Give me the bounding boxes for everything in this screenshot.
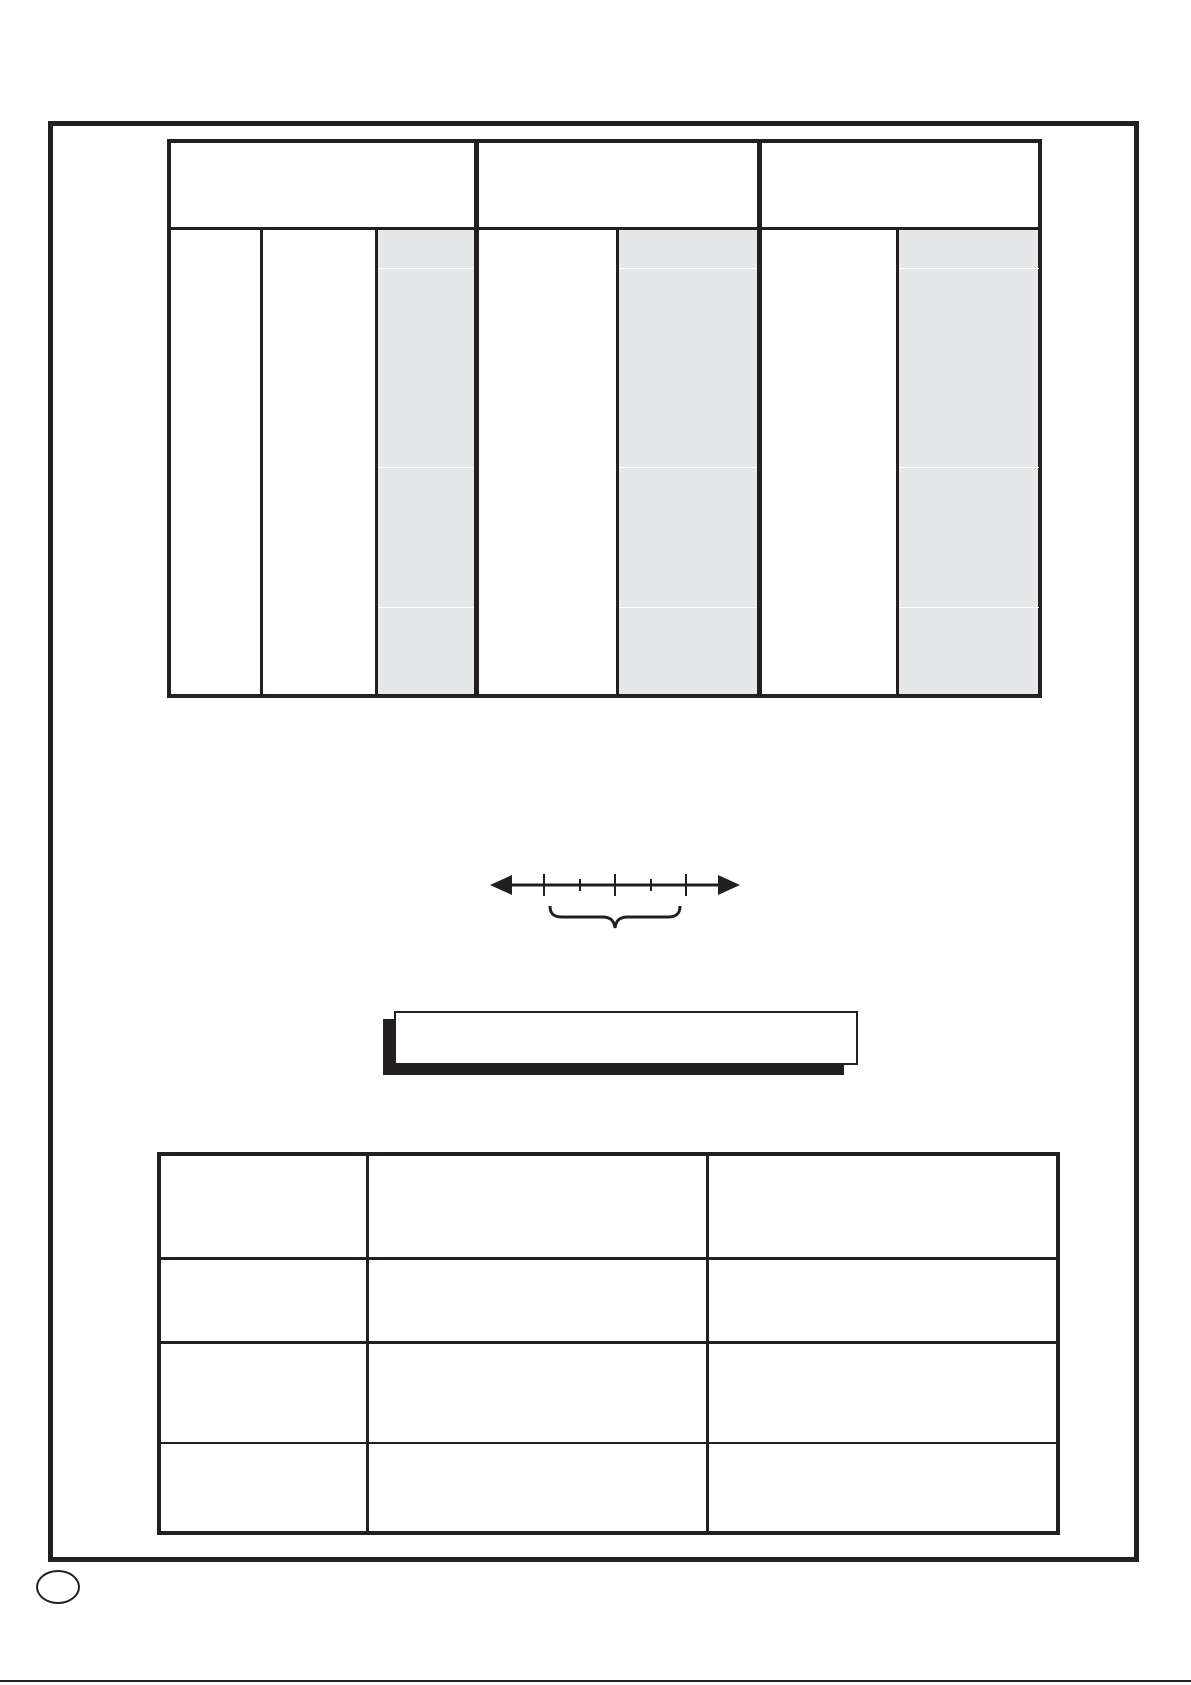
bottom-table-header-2 [369, 1156, 706, 1257]
top-table-col-divider-3 [616, 227, 619, 696]
bottom-table-header-3 [709, 1156, 1056, 1257]
table-cell [161, 1444, 366, 1531]
bottom-edge-rule [0, 1680, 1191, 1682]
shaded-column-3 [899, 229, 1039, 695]
shaded-column-2 [619, 229, 757, 695]
number-line [490, 868, 740, 938]
table-cell [709, 1444, 1056, 1531]
bottom-table-border-bottom [157, 1531, 1060, 1535]
number-line-left-arrow [490, 875, 512, 895]
shaded-row-line-2c [619, 607, 757, 608]
shaded-row-line-1a [378, 268, 474, 269]
top-table-header-divider [167, 227, 1042, 230]
number-line-right-arrow [718, 875, 740, 895]
shaded-row-line-1c [378, 607, 474, 608]
shaded-column-1 [378, 229, 474, 695]
table-cell [161, 1344, 366, 1442]
shaded-row-line-3a [899, 268, 1039, 269]
top-table-border-bottom [167, 694, 1042, 698]
top-table-group-header-3 [762, 143, 1038, 227]
shaded-row-line-2a [619, 268, 757, 269]
shaded-row-line-3c [899, 607, 1039, 608]
shaded-row-line-1b [378, 467, 474, 468]
top-table-group-header-2 [479, 143, 757, 227]
top-table-col-divider-2 [375, 227, 378, 696]
top-table-col-divider-1 [260, 227, 263, 696]
page-number-badge [36, 1570, 80, 1604]
bottom-table-header-1 [161, 1156, 366, 1257]
table-cell [369, 1344, 706, 1442]
number-line-bracket [550, 906, 680, 928]
shaded-row-line-2b [619, 467, 757, 468]
table-cell [709, 1260, 1056, 1341]
shaded-row-line-3b [899, 467, 1039, 468]
top-table-border-right [1038, 139, 1042, 698]
top-table-col-divider-4 [896, 227, 899, 696]
table-cell [709, 1344, 1056, 1442]
table-cell [369, 1444, 706, 1531]
table-cell [369, 1260, 706, 1341]
top-table-group-header-1 [171, 143, 474, 227]
callout-box [394, 1011, 858, 1065]
table-cell [161, 1260, 366, 1341]
